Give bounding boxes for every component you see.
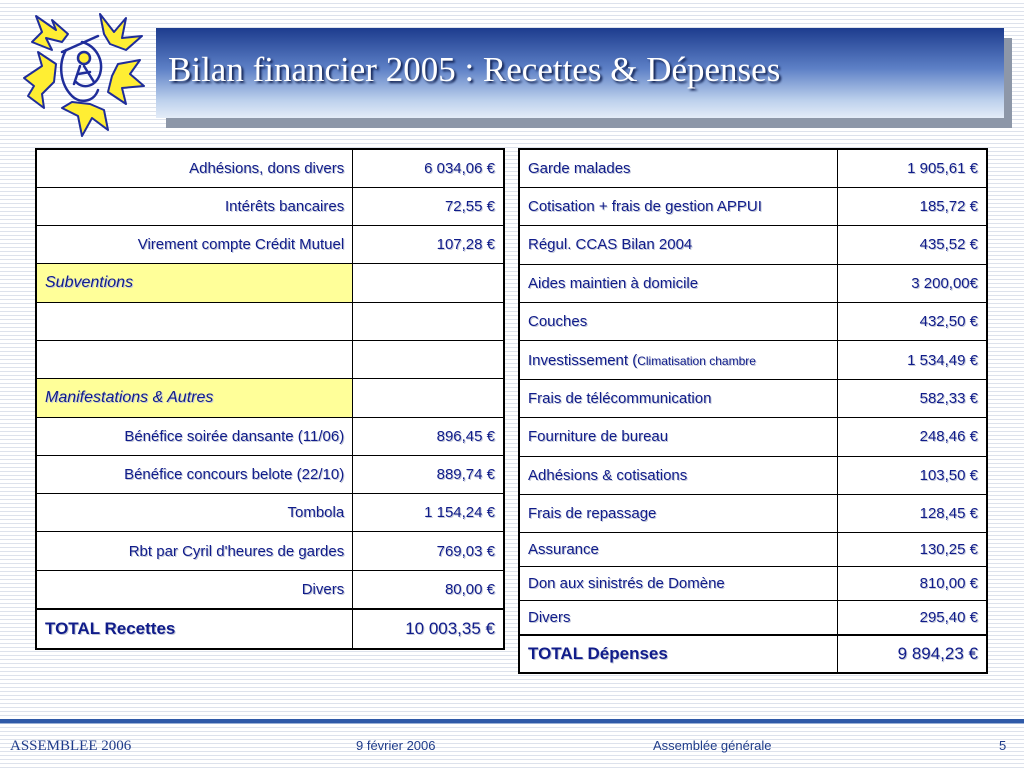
total-row xyxy=(519,635,987,673)
empty-cell xyxy=(353,379,504,417)
row-value: 435,52 € xyxy=(838,226,987,264)
row-value: 810,00 € xyxy=(838,567,987,601)
row-label-main: Investissement ( xyxy=(528,351,638,369)
row-label: Frais de télécommunication xyxy=(519,379,838,417)
row-label: Bénéfice soirée dansante (11/06) xyxy=(36,417,353,455)
table-row xyxy=(36,417,504,455)
total-value: 9 894,23 € xyxy=(838,635,987,673)
row-label: Virement compte Crédit Mutuel xyxy=(36,226,353,264)
row-value: 72,55 € xyxy=(353,187,504,225)
total-label: TOTAL Dépenses xyxy=(519,635,838,673)
table-row xyxy=(519,264,987,302)
row-value: 103,50 € xyxy=(838,456,987,494)
empty-cell xyxy=(36,340,353,378)
page-number: 5 xyxy=(999,738,1007,753)
row-value: 3 200,00€ xyxy=(838,264,987,302)
section-label: Subventions xyxy=(36,264,353,302)
footer-divider-highlight xyxy=(0,723,1024,724)
footer-title: Assemblée générale xyxy=(653,738,772,753)
table-row xyxy=(519,187,987,225)
table-row xyxy=(36,455,504,493)
row-value: 1 905,61 € xyxy=(838,149,987,187)
row-label: Rbt par Cyril d'heures de gardes xyxy=(36,532,353,570)
row-label xyxy=(519,341,838,379)
row-value: 248,46 € xyxy=(838,418,987,456)
row-label: Adhésions & cotisations xyxy=(519,456,838,494)
row-label: Assurance xyxy=(519,533,838,567)
row-value: 128,45 € xyxy=(838,495,987,533)
row-label: Fourniture de bureau xyxy=(519,418,838,456)
row-value: 185,72 € xyxy=(838,187,987,225)
empty-cell xyxy=(36,302,353,340)
table-row xyxy=(519,303,987,341)
section-label: Manifestations & Autres xyxy=(36,379,353,417)
empty-row xyxy=(36,302,504,340)
footer-event: ASSEMBLEE 2006 xyxy=(10,738,132,754)
row-label-detail: Climatisation chambre xyxy=(637,353,756,368)
table-row xyxy=(36,149,504,187)
total-row xyxy=(36,609,504,649)
row-value: 295,40 € xyxy=(838,601,987,635)
empty-cell xyxy=(353,264,504,302)
row-label: Garde malades xyxy=(519,149,838,187)
row-label: Tombola xyxy=(36,494,353,532)
table-row xyxy=(36,570,504,608)
row-label: Cotisation + frais de gestion APPUI xyxy=(519,187,838,225)
table-row xyxy=(519,567,987,601)
row-value: 432,50 € xyxy=(838,303,987,341)
row-label: Frais de repassage xyxy=(519,495,838,533)
empty-cell xyxy=(353,302,504,340)
row-label: Divers xyxy=(36,570,353,608)
table-row xyxy=(36,187,504,225)
row-value: 889,74 € xyxy=(353,455,504,493)
recettes-table xyxy=(35,148,505,650)
row-value: 582,33 € xyxy=(838,379,987,417)
table-row xyxy=(519,533,987,567)
total-value: 10 003,35 € xyxy=(353,609,504,649)
title-bar xyxy=(156,28,1004,118)
row-value: 130,25 € xyxy=(838,533,987,567)
row-value: 6 034,06 € xyxy=(353,149,504,187)
row-value: 80,00 € xyxy=(353,570,504,608)
row-value: 1 534,49 € xyxy=(838,341,987,379)
depenses-table xyxy=(518,148,988,674)
section-row-manifestations xyxy=(36,379,504,417)
row-label: Divers xyxy=(519,601,838,635)
footer-date: 9 février 2006 xyxy=(356,738,436,753)
table-row xyxy=(36,532,504,570)
empty-cell xyxy=(353,340,504,378)
page-title: Bilan financier 2005 : Recettes & Dépenses xyxy=(168,50,781,89)
table-row xyxy=(519,149,987,187)
row-value: 1 154,24 € xyxy=(353,494,504,532)
row-label: Régul. CCAS Bilan 2004 xyxy=(519,226,838,264)
table-row xyxy=(519,341,987,379)
table-row xyxy=(36,494,504,532)
table-row xyxy=(519,226,987,264)
row-label: Bénéfice concours belote (22/10) xyxy=(36,455,353,493)
table-row xyxy=(519,495,987,533)
row-label: Adhésions, dons divers xyxy=(36,149,353,187)
table-row xyxy=(36,226,504,264)
table-row xyxy=(519,601,987,635)
row-label: Aides maintien à domicile xyxy=(519,264,838,302)
table-row xyxy=(519,456,987,494)
empty-row xyxy=(36,340,504,378)
row-label: Don aux sinistrés de Domène xyxy=(519,567,838,601)
row-value: 896,45 € xyxy=(353,417,504,455)
row-label: Intérêts bancaires xyxy=(36,187,353,225)
total-label: TOTAL Recettes xyxy=(36,609,353,649)
row-value: 107,28 € xyxy=(353,226,504,264)
row-value: 769,03 € xyxy=(353,532,504,570)
row-label: Couches xyxy=(519,303,838,341)
section-row-subventions xyxy=(36,264,504,302)
table-row xyxy=(519,379,987,417)
association-logo xyxy=(22,12,146,138)
table-row xyxy=(519,418,987,456)
